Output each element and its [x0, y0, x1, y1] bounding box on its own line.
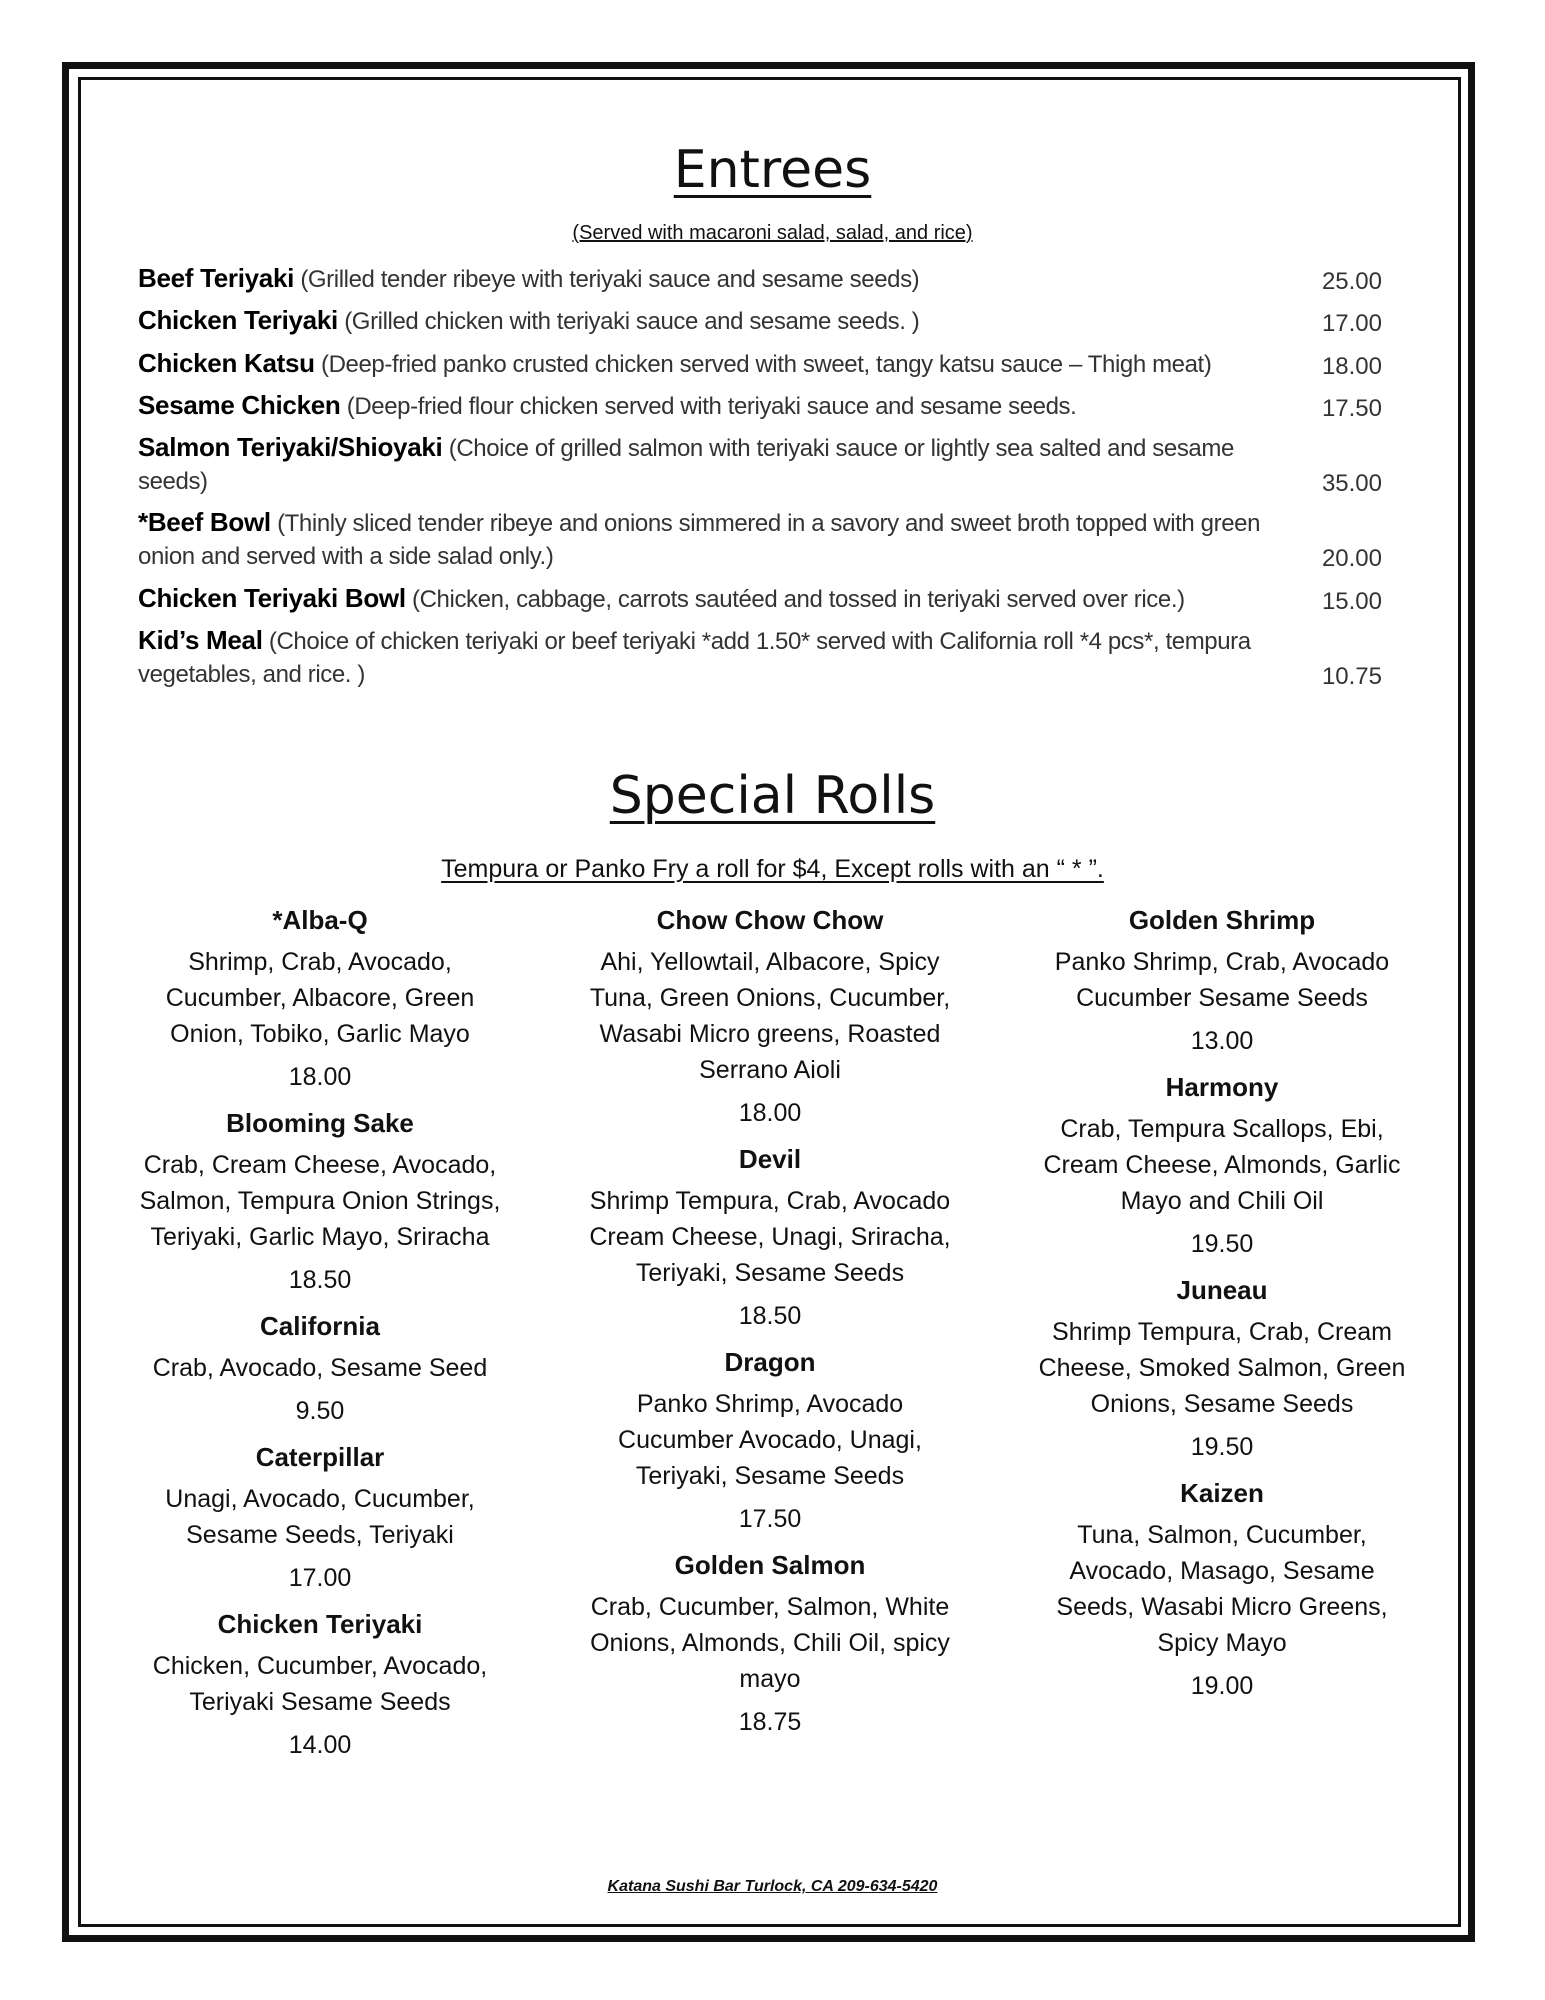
- roll-ingredients: Crab, Tempura Scallops, Ebi, Cream Cheese, Almonds, Garlic Mayo and Chili Oil: [1043, 1115, 1401, 1215]
- entree-description: (Chicken, cabbage, carrots sautéed and tossed in teriyaki served over rice.): [405, 586, 1185, 613]
- roll-name: Caterpillar: [255, 1442, 385, 1472]
- entree-description: (Deep-fried panko crusted chicken served with sweet, tangy katsu sauce – Thigh meat): [314, 351, 1212, 378]
- entree-description: (Grilled tender ribeye with teriyaki sauce and sesame seeds): [294, 266, 920, 293]
- roll-price: 17.00: [288, 1564, 352, 1592]
- entree-description: (Choice of chicken teriyaki or beef teriyaki *add 1.50* served with California roll *4 pcs*, tempura vegetables, and rice. ): [138, 628, 1251, 688]
- roll-name: Kaizen: [1180, 1478, 1264, 1508]
- roll-item: [1032, 1272, 1412, 1465]
- roll-price: 9.50: [295, 1397, 345, 1425]
- roll-ingredients: Tuna, Salmon, Cucumber, Avocado, Masago, Sesame Seeds, Wasabi Micro Greens, Spicy Mayo: [1056, 1521, 1388, 1657]
- entree-item: [138, 389, 1382, 423]
- roll-price: 13.00: [1190, 1027, 1254, 1055]
- roll-item: [580, 1547, 960, 1740]
- roll-price: 18.50: [288, 1266, 352, 1294]
- special-rolls-note: Tempura or Panko Fry a roll for $4, Except rolls with an “ * ”.: [441, 855, 1104, 883]
- roll-ingredients: Shrimp, Crab, Avocado, Cucumber, Albacore, Green Onion, Tobiko, Garlic Mayo: [165, 948, 475, 1048]
- entree-item: [138, 304, 1382, 338]
- roll-ingredients: Ahi, Yellowtail, Albacore, Spicy Tuna, Green Onions, Cucumber, Wasabi Micro greens, Roasted Serrano Aioli: [589, 948, 951, 1084]
- entree-price: 10.75: [1321, 663, 1382, 690]
- roll-ingredients: Shrimp Tempura, Crab, Avocado Cream Cheese, Unagi, Sriracha, Teriyaki, Sesame Seeds: [589, 1187, 951, 1287]
- roll-name: Chicken Teriyaki: [217, 1609, 423, 1639]
- roll-ingredients: Crab, Cream Cheese, Avocado, Salmon, Tempura Onion Strings, Teriyaki, Garlic Mayo, Sriracha: [139, 1151, 501, 1251]
- roll-ingredients: Crab, Cucumber, Salmon, White Onions, Almonds, Chili Oil, spicy mayo: [590, 1593, 950, 1693]
- entree-name: Beef Teriyaki: [138, 263, 295, 293]
- entree-description: (Deep-fried flour chicken served with teriyaki sauce and sesame seeds.: [340, 393, 1077, 420]
- roll-item: [580, 1141, 960, 1334]
- entree-price: 17.50: [1321, 395, 1382, 422]
- roll-price: 19.00: [1190, 1672, 1254, 1700]
- roll-name: Blooming Sake: [226, 1108, 414, 1138]
- roll-item: [130, 902, 510, 1095]
- entree-name: Sesame Chicken: [138, 390, 341, 420]
- entree-price: 15.00: [1321, 588, 1382, 615]
- roll-name: Golden Salmon: [674, 1550, 866, 1580]
- roll-name: Harmony: [1165, 1072, 1279, 1102]
- rolls-column-1: [130, 902, 510, 1773]
- entree-price: 18.00: [1321, 353, 1382, 380]
- roll-name: Golden Shrimp: [1128, 905, 1316, 935]
- roll-name: Devil: [738, 1144, 802, 1174]
- entree-price: 20.00: [1321, 545, 1382, 572]
- restaurant-footer: Katana Sushi Bar Turlock, CA 209-634-5420: [607, 1878, 938, 1895]
- roll-item: [580, 1344, 960, 1537]
- roll-ingredients: Crab, Avocado, Sesame Seed: [152, 1354, 488, 1382]
- entrees-list: [138, 262, 1382, 691]
- entree-item: [138, 582, 1382, 616]
- entree-item: [138, 624, 1382, 691]
- roll-ingredients: Panko Shrimp, Avocado Cucumber Avocado, Unagi, Teriyaki, Sesame Seeds: [618, 1390, 922, 1490]
- rolls-column-2: [580, 902, 960, 1750]
- roll-price: 19.50: [1190, 1230, 1254, 1258]
- entrees-subtitle: (Served with macaroni salad, salad, and rice): [572, 222, 973, 244]
- entree-item: [138, 506, 1382, 573]
- entree-name: Kid’s Meal: [138, 625, 263, 655]
- roll-ingredients: Shrimp Tempura, Crab, Cream Cheese, Smoked Salmon, Green Onions, Sesame Seeds: [1038, 1318, 1406, 1418]
- entree-description: (Choice of grilled salmon with teriyaki sauce or lightly sea salted and sesame seeds): [138, 435, 1234, 495]
- entree-name: Salmon Teriyaki/Shioyaki: [138, 432, 443, 462]
- entree-description: (Grilled chicken with teriyaki sauce and sesame seeds. ): [337, 308, 920, 335]
- roll-item: [130, 1439, 510, 1596]
- roll-item: [130, 1606, 510, 1763]
- entree-price: 17.00: [1321, 310, 1382, 337]
- entree-price: 35.00: [1321, 470, 1382, 497]
- roll-price: 18.00: [738, 1099, 802, 1127]
- roll-price: 18.50: [738, 1302, 802, 1330]
- roll-name: California: [260, 1311, 380, 1341]
- roll-item: [1032, 1475, 1412, 1704]
- roll-price: 18.00: [288, 1063, 352, 1091]
- entree-item: [138, 347, 1382, 381]
- roll-item: [1032, 1069, 1412, 1262]
- roll-name: Chow Chow Chow: [656, 905, 884, 935]
- entree-name: Chicken Katsu: [138, 348, 315, 378]
- roll-ingredients: Chicken, Cucumber, Avocado, Teriyaki Sesame Seeds: [152, 1652, 488, 1716]
- entree-item: [138, 431, 1382, 498]
- roll-name: Juneau: [1176, 1275, 1268, 1305]
- roll-ingredients: Unagi, Avocado, Cucumber, Sesame Seeds, Teriyaki: [165, 1485, 475, 1549]
- roll-name: *Alba-Q: [272, 905, 368, 935]
- roll-ingredients: Panko Shrimp, Crab, Avocado Cucumber Sesame Seeds: [1054, 948, 1390, 1012]
- special-rolls-heading: Special Rolls: [609, 766, 936, 826]
- entree-price: 25.00: [1321, 268, 1382, 295]
- rolls-column-3: [1032, 902, 1412, 1714]
- roll-item: [130, 1308, 510, 1429]
- entree-name: Chicken Teriyaki: [138, 305, 338, 335]
- roll-price: 14.00: [288, 1731, 352, 1759]
- roll-item: [130, 1105, 510, 1298]
- entree-item: [138, 262, 1382, 296]
- roll-price: 18.75: [738, 1708, 802, 1736]
- roll-price: 19.50: [1190, 1433, 1254, 1461]
- roll-item: [580, 902, 960, 1131]
- roll-name: Dragon: [724, 1347, 816, 1377]
- entree-description: (Thinly sliced tender ribeye and onions simmered in a savory and sweet broth topped with green onion and served with a side salad only.): [138, 510, 1261, 570]
- roll-price: 17.50: [738, 1505, 802, 1533]
- roll-item: [1032, 902, 1412, 1059]
- entree-name: *Beef Bowl: [138, 507, 271, 537]
- entrees-heading: Entrees: [673, 140, 872, 200]
- entree-name: Chicken Teriyaki Bowl: [138, 583, 406, 613]
